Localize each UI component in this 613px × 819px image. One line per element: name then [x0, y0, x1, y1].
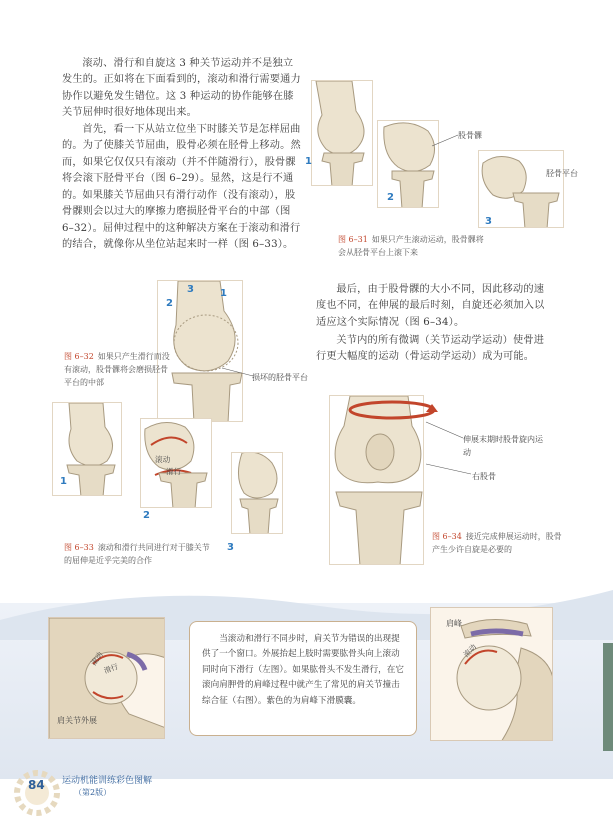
fig634-number: 图 6–34	[432, 532, 462, 541]
shoulder-left-label-roll: 滚动	[88, 650, 105, 668]
fig633-caption-text: 滚动和滑行共同进行对于膝关节的屈伸是近乎完美的合作	[64, 543, 210, 565]
paragraph-2: 首先，看一下从站立位坐下时膝关节是怎样屈曲的。为了使膝关节屈曲，股骨必须在胫骨上移动。然而，如果它仅仅只有滚动（并不伴随滑行），股骨髁将会滚下胫骨平台（图 6–29）。显然，这是行不通的。	[62, 124, 301, 201]
label-acromion: 肩峰	[446, 619, 462, 628]
paragraph-1: 滚动、滑行和自旋这 3 种关节运动并不是独立发生的。正如将在下面看到的，滚动和滑行需要通力协作以避免发生错位。这 3 种运动的协作能够在膝关节屈伸时很好地体现出来。	[62, 58, 301, 119]
fig631-panel-1	[311, 80, 373, 186]
label-femoral-condyle: 股骨髁	[458, 131, 482, 140]
fig634-caption	[432, 530, 562, 556]
label-damaged-plateau: 损坏的胫骨平台	[252, 373, 308, 382]
fig631-caption	[338, 233, 488, 259]
fig631-number: 图 6–31	[338, 235, 368, 244]
label-glide: 滑行	[166, 467, 182, 476]
label-tibial-plateau: 胫骨平台	[546, 169, 578, 178]
fig631-step-3: 3	[485, 216, 492, 227]
paragraph-3: 如果膝关节屈曲只有滑行动作（没有滚动），股骨髁则会以过大的摩擦力磨损胫骨平台的中部（图 6–32）。屈伸过程中的这种解决方案在于滚动和滑行的结合，就像你从坐位站起来时一样（图 6–33）。	[62, 190, 301, 251]
fig632-caption-text: 如果只产生滑行而没有滚动，股骨髁将会磨损胫骨平台的中部	[64, 352, 170, 387]
label-shoulder-abduction: 肩关节外展	[57, 716, 97, 725]
leader-line	[430, 134, 460, 148]
label-femoral-rotation: 伸展末期时股骨旋内运动	[463, 435, 543, 457]
shoulder-explanation-box: 当滚动和滑行不同步时，肩关节为错误的出现提供了一个窗口。外展抬起上肢时需要肱骨头向上滚动同时向下滑行（左图）。如果肱骨头不发生滑行，在它滚向肩胛骨的肩峰过程中就产生了常见的肩关节撞击综合征（右图）。紫色的为肩峰下滑膜囊。	[189, 621, 417, 736]
page-number: 84	[28, 778, 45, 792]
shoulder-right-label-roll: 滚动	[461, 642, 479, 659]
knee-illustration	[312, 81, 373, 186]
paragraph-4: 最后，由于股骨髁的大小不同，因此移动的速度也不同，在伸展的最后时刻，自旋还必须加入以适应这个实际情况（图 6–34）。	[316, 284, 545, 328]
shoulder-left-label-glide: 滑行	[102, 661, 120, 676]
leader-line	[424, 462, 472, 476]
knee-illustration	[141, 419, 212, 508]
fig632-caption	[64, 350, 174, 389]
label-right-femur: 右股骨	[472, 472, 496, 481]
fig633-panel-2	[140, 418, 212, 508]
book-edition: （第2版）	[74, 788, 112, 797]
fig632-number: 图 6–32	[64, 352, 94, 361]
leader-line	[424, 420, 464, 440]
fig633-step-2: 2	[143, 510, 150, 521]
fig633-number: 图 6–33	[64, 543, 94, 552]
leader-line	[220, 366, 254, 378]
label-roll: 滚动	[155, 455, 171, 464]
fig633-caption	[64, 541, 214, 567]
fig632-step-2: 2	[166, 298, 173, 309]
fig632-step-3: 3	[187, 284, 194, 295]
fig633-step-1: 1	[60, 476, 67, 487]
fig633-panel-3	[231, 452, 283, 534]
knee-illustration	[232, 453, 283, 534]
gear-decoration-icon	[12, 768, 62, 818]
chapter-tab	[603, 643, 613, 751]
fig634-caption-text: 接近完成伸展运动时，股骨产生少许自旋是必要的	[432, 532, 562, 554]
fig631-caption-text: 如果只产生滚动运动，股骨髁将会从胫骨平台上滚下来	[338, 235, 484, 257]
rotation-arrow	[346, 398, 438, 422]
paragraph-5: 关节内的所有微调（关节运动学运动）使骨进行更大幅度的运动（骨运动学运动）成为可能。	[316, 335, 545, 363]
fig632-step-1: 1	[220, 288, 227, 299]
fig631-step-1: 1	[305, 156, 312, 167]
fig631-step-2: 2	[387, 192, 394, 203]
fig633-step-3: 3	[227, 542, 234, 553]
book-title: 运动机能训练彩色图解	[62, 776, 153, 786]
